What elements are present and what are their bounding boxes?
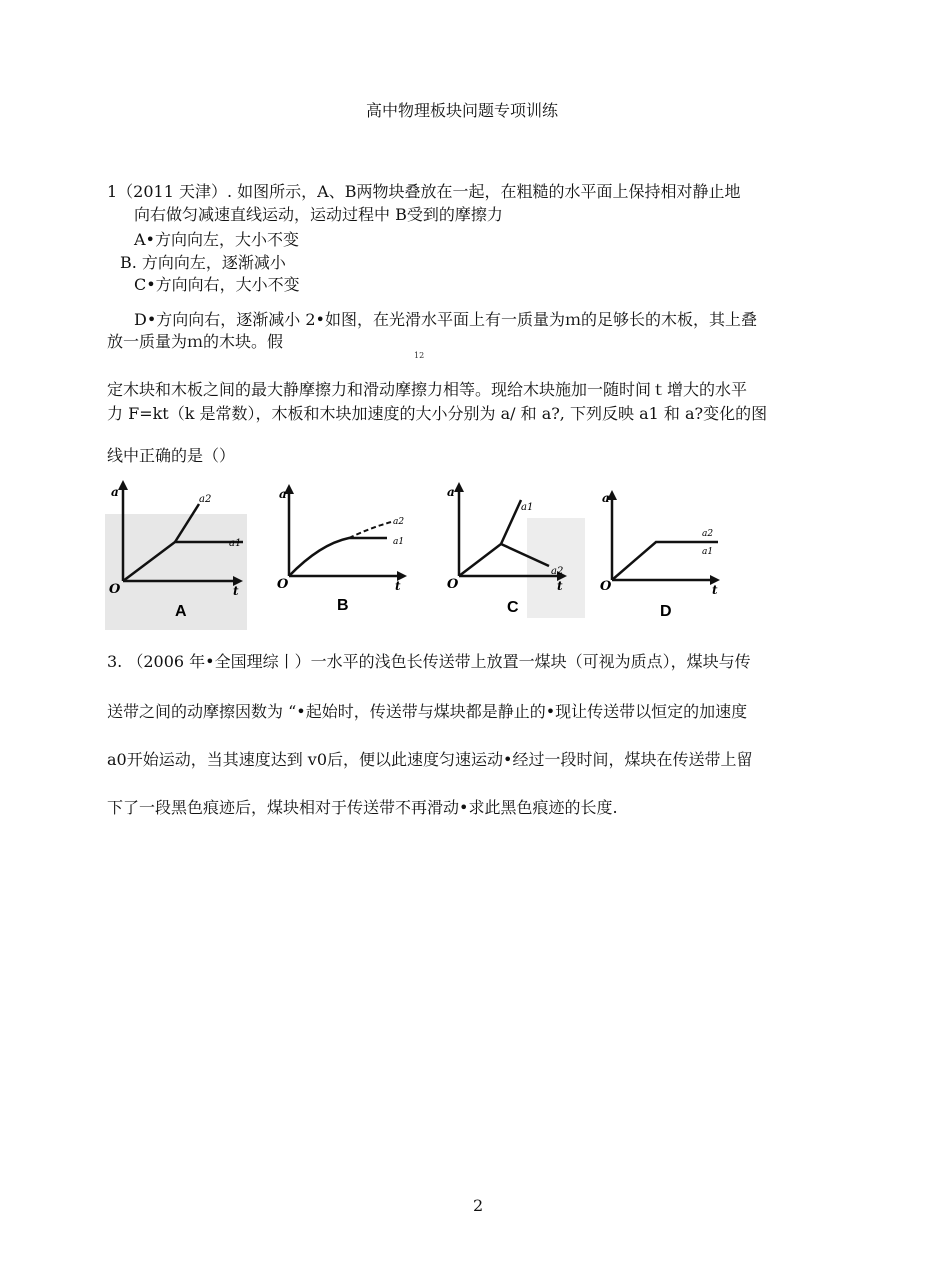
graph-c-x-axis-label: t (557, 579, 563, 593)
question-3-line-4: 下了一段黑色痕迹后，煤块相对于传送带不再滑动•求此黑色痕迹的长度. (107, 798, 618, 817)
graph-b-x-axis-label: t (395, 579, 401, 593)
graph-d-y-axis-label: a (602, 491, 610, 505)
question-2-line-1: D•方向向右，逐渐减小 2•如图，在光滑水平面上有一质量为ｍ的足够长的木板，其上叠 (134, 310, 757, 329)
question-1-line-2: 向右做匀减速直线运动，运动过程中 B受到的摩擦力 (134, 205, 503, 224)
graph-b-option-label: B (337, 597, 349, 614)
graph-c-option-label: C (507, 599, 519, 616)
graph-a-curve-label-1: a2 (199, 494, 212, 505)
graph-a-y-axis-label: a (111, 485, 119, 499)
option-b: B. 方向向左，逐渐减小 (120, 253, 286, 272)
graph-c-curve-label-1: a1 (521, 502, 534, 513)
graph-d-x-axis-label: t (712, 583, 718, 597)
page-title: 高中物理板块问题专项训练 (366, 101, 559, 120)
graph-a (105, 478, 247, 630)
graph-a-option-label: A (175, 603, 187, 620)
graph-d-origin-label: O (600, 579, 612, 594)
graph-b (275, 478, 425, 620)
subscript-note: 12 (414, 351, 425, 360)
question-1-line-1: 1（2011 天津）. 如图所示，A、B两物块叠放在一起，在粗糙的水平面上保持相对静止地 (107, 182, 741, 201)
graph-d-curve-label-1: a2 (702, 529, 714, 539)
option-a: A•方向向左，大小不变 (134, 230, 299, 249)
question-2-line-4: 力 F=kt（k 是常数），木板和木块加速度的大小分别为 a/ 和 a?, 下列反映 a1 和 a?变化的图 (107, 404, 768, 423)
graph-b-y-axis-label: a (279, 487, 287, 501)
graph-c-y-axis-label: a (447, 485, 455, 499)
question-3-line-3: a0开始运动，当其速度达到 v0后，便以此速度匀速运动•经过一段时间，煤块在传送带上留 (107, 750, 753, 769)
graph-c-curve-label-2: a2 (551, 566, 564, 577)
graph-d-option-label: D (660, 603, 672, 620)
graph-a-x-axis-label: t (233, 584, 239, 598)
graph-d (598, 482, 733, 622)
graph-b-origin-label: O (277, 577, 289, 592)
graph-c (445, 478, 585, 620)
graph-c-origin-label: O (447, 577, 459, 592)
graph-b-curve-label-2: a1 (393, 537, 405, 547)
question-2-line-3: 定木块和木板之间的最大静摩擦力和滑动摩擦力相等。现给木块施加一随时间ｔ增大的水平 (107, 380, 748, 399)
graph-b-curve-label-1: a2 (393, 517, 405, 527)
option-c: C•方向向右，大小不变 (134, 275, 300, 294)
page-number: 2 (473, 1196, 484, 1215)
graph-d-curve-label-2: a1 (702, 547, 714, 557)
question-2-line-5: 线中正确的是（） (107, 446, 236, 465)
graph-a-origin-label: O (109, 582, 121, 597)
graph-a-curve-label-2: a1 (229, 538, 242, 549)
question-3-line-1: 3. （2006 年•全国理综丨）一水平的浅色长传送带上放置一煤块（可视为质点），煤块与传 (107, 652, 751, 671)
question-2-line-2: 放一质量为ｍ的木块。假 (107, 332, 284, 351)
question-3-line-2: 送带之间的动摩擦因数为 “•起始时，传送带与煤块都是静止的•现让传送带以恒定的加速度 (107, 702, 748, 721)
